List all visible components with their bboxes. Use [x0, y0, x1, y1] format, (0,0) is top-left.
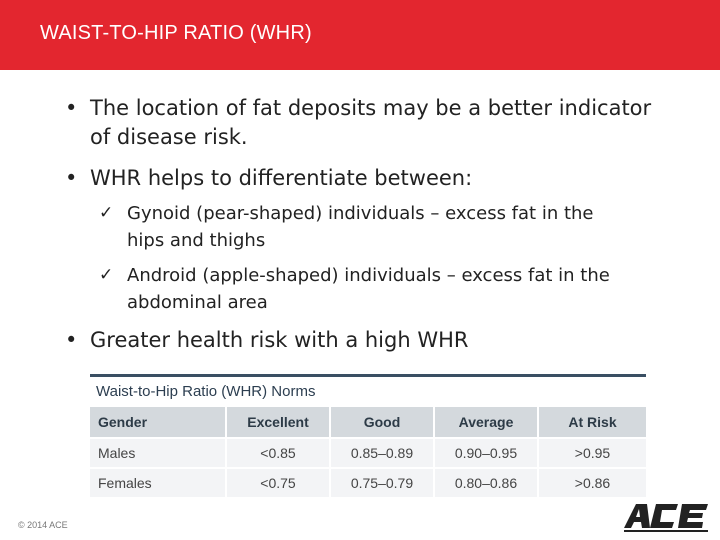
checkmark-icon: ✓	[99, 203, 114, 223]
bullet-dot: •	[65, 328, 78, 352]
bullet-2	[65, 164, 690, 193]
sub-bullet-gynoid-line1: Gynoid (pear-shaped) individuals – excess fat in the	[127, 203, 594, 224]
header-gender: Gender	[90, 407, 226, 438]
cell-gender: Males	[90, 438, 226, 468]
cell-excellent: <0.85	[226, 438, 330, 468]
sub-bullet-android-line2: abdominal area	[127, 292, 268, 313]
table-title: Waist-to-Hip Ratio (WHR) Norms	[96, 383, 316, 400]
copyright-footer: © 2014 ACE	[18, 520, 68, 530]
cell-average: 0.80–0.86	[434, 468, 538, 497]
sub-bullet-gynoid-line2: hips and thighs	[127, 230, 266, 251]
sub-bullet-gynoid	[99, 200, 687, 254]
cell-gender: Females	[90, 468, 226, 497]
cell-at-risk: >0.95	[538, 438, 646, 468]
bullet-1	[65, 94, 690, 152]
slide-title: WAIST-TO-HIP RATIO (WHR)	[40, 22, 312, 44]
checkmark-icon: ✓	[99, 265, 114, 285]
whr-norms-table-figure	[90, 374, 646, 497]
bullet-1-line1: The location of fat deposits may be a better indicator	[90, 96, 652, 120]
sub-bullet-android	[99, 262, 687, 316]
cell-average: 0.90–0.95	[434, 438, 538, 468]
header-average: Average	[434, 407, 538, 438]
header-at-risk: At Risk	[538, 407, 646, 438]
table-row	[90, 438, 646, 468]
ace-logo-graphic	[620, 500, 712, 534]
ace-logo-icon	[620, 500, 712, 534]
cell-good: 0.75–0.79	[330, 468, 434, 497]
bullet-dot: •	[65, 96, 78, 120]
table-row	[90, 468, 646, 497]
bullet-dot: •	[65, 166, 78, 190]
bullet-3-text: Greater health risk with a high WHR	[90, 328, 469, 352]
header-excellent: Excellent	[226, 407, 330, 438]
bullet-1-line2: of disease risk.	[90, 125, 248, 149]
bullet-2-text: WHR helps to differentiate between:	[90, 166, 473, 190]
cell-at-risk: >0.86	[538, 468, 646, 497]
cell-excellent: <0.75	[226, 468, 330, 497]
cell-good: 0.85–0.89	[330, 438, 434, 468]
header-good: Good	[330, 407, 434, 438]
table-header-row	[90, 407, 646, 438]
whr-norms-table	[90, 407, 646, 497]
sub-bullet-android-line1: Android (apple-shaped) individuals – excess fat in the	[127, 265, 610, 286]
bullet-3	[65, 326, 690, 355]
